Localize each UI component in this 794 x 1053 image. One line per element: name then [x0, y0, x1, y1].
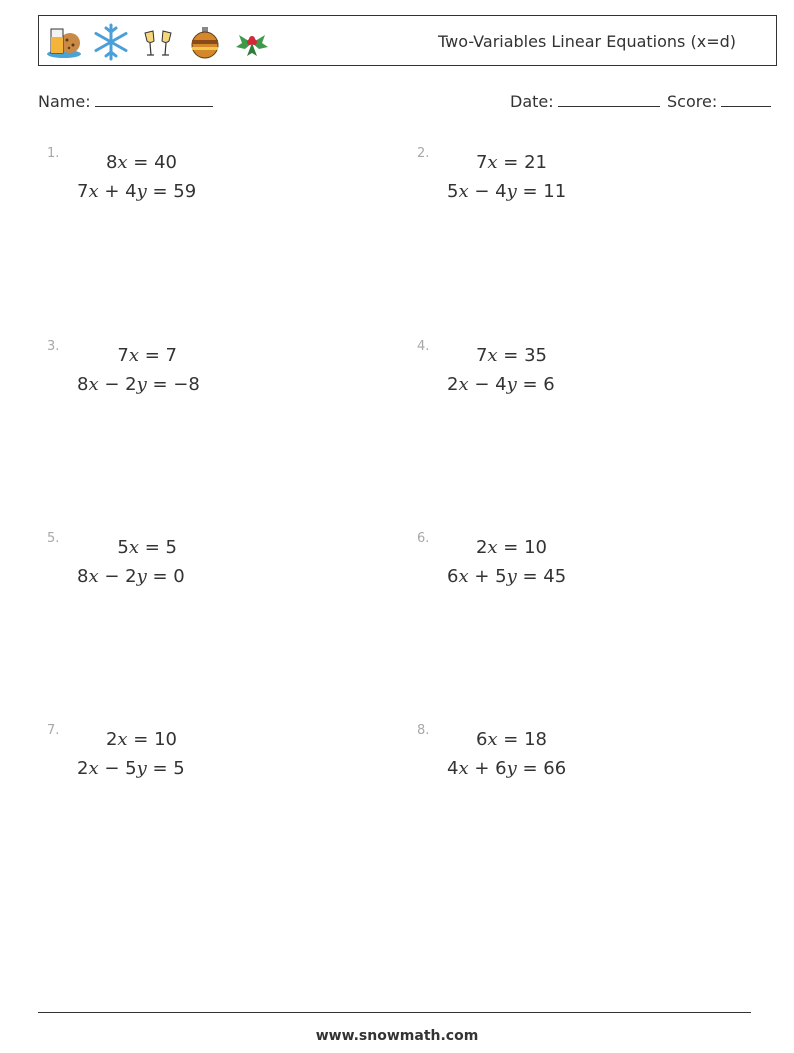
snowflake-icon — [92, 23, 130, 61]
coefficient-x: 2 — [77, 758, 89, 779]
variable-y: y — [506, 181, 517, 202]
variable-x: x — [128, 537, 140, 558]
operator: + — [468, 758, 496, 779]
coefficient-y: 5 — [495, 566, 507, 587]
variable-y: y — [136, 181, 147, 202]
operator: − — [98, 758, 126, 779]
equation-rhs: = 5 — [139, 537, 177, 558]
coefficient-x: 8 — [105, 152, 118, 173]
equation-rhs: = 45 — [516, 566, 567, 587]
problem-number: 7. — [47, 723, 60, 738]
operator: − — [98, 374, 126, 395]
equation-rhs: = 6 — [516, 374, 555, 395]
coefficient-y: 4 — [495, 374, 507, 395]
variable-x: x — [458, 374, 469, 395]
worksheet-header — [38, 15, 777, 66]
coefficient-x: 5 — [447, 181, 459, 202]
variable-y: y — [136, 758, 147, 779]
problem-number: 6. — [417, 531, 430, 546]
operator: − — [468, 181, 496, 202]
equation-rhs: = 59 — [146, 181, 197, 202]
equation-2 — [447, 566, 566, 587]
problem-8 — [417, 723, 717, 793]
variable-x: x — [88, 566, 99, 587]
variable-y: y — [506, 566, 517, 587]
equation-1 — [117, 345, 177, 366]
variable-x: x — [458, 758, 469, 779]
coefficient-y: 5 — [125, 758, 137, 779]
date-field[interactable] — [510, 92, 660, 111]
equation-2 — [447, 758, 566, 779]
problem-3 — [47, 339, 347, 409]
holly-icon — [233, 23, 271, 61]
coefficient-x: 8 — [77, 566, 89, 587]
problem-2 — [417, 146, 717, 216]
variable-x: x — [88, 181, 99, 202]
variable-y: y — [136, 374, 147, 395]
problem-number: 4. — [417, 339, 430, 354]
coefficient-x: 6 — [475, 729, 488, 750]
score-blank[interactable] — [721, 92, 771, 107]
coefficient-x: 6 — [447, 566, 459, 587]
variable-x: x — [458, 181, 469, 202]
equation-1 — [476, 345, 547, 366]
variable-x: x — [458, 566, 469, 587]
variable-x: x — [487, 345, 498, 366]
footer-divider — [38, 1012, 751, 1013]
score-label: Score: — [667, 92, 718, 111]
equation-rhs: = 10 — [127, 729, 177, 750]
equation-1 — [476, 729, 547, 750]
variable-x: x — [487, 152, 498, 173]
coefficient-x: 2 — [447, 374, 459, 395]
equation-1 — [476, 537, 547, 558]
coefficient-x: 2 — [475, 537, 488, 558]
header-icons — [45, 23, 271, 61]
coefficient-y: 2 — [125, 374, 137, 395]
footer-url[interactable]: www.snowmath.com — [315, 1028, 479, 1044]
coefficient-x: 4 — [447, 758, 459, 779]
equation-2 — [77, 758, 185, 779]
coefficient-x: 7 — [117, 345, 129, 366]
equation-rhs: = 40 — [127, 152, 177, 173]
problem-number: 3. — [47, 339, 60, 354]
equation-rhs: = −8 — [146, 374, 200, 395]
date-label: Date: — [510, 92, 554, 111]
equation-1 — [106, 729, 177, 750]
christmas-ornament-icon — [186, 23, 224, 61]
variable-y: y — [136, 566, 147, 587]
coefficient-x: 7 — [475, 345, 488, 366]
score-field[interactable] — [667, 92, 771, 111]
variable-y: y — [506, 374, 517, 395]
equation-1 — [476, 152, 547, 173]
equation-rhs: = 35 — [497, 345, 547, 366]
operator: + — [468, 566, 496, 587]
operator: − — [468, 374, 496, 395]
variable-x: x — [117, 729, 128, 750]
problem-4 — [417, 339, 717, 409]
champagne-toast-icon — [139, 23, 177, 61]
problem-5 — [47, 531, 347, 601]
name-blank[interactable] — [95, 92, 213, 107]
equation-rhs: = 18 — [497, 729, 547, 750]
equation-rhs: = 11 — [516, 181, 567, 202]
coefficient-y: 4 — [125, 181, 137, 202]
cookie-milk-icon — [45, 23, 83, 61]
equation-1 — [106, 152, 177, 173]
equation-rhs: = 5 — [146, 758, 185, 779]
equation-rhs: = 21 — [497, 152, 547, 173]
equation-2 — [77, 374, 200, 395]
variable-x: x — [128, 345, 140, 366]
equation-2 — [447, 374, 555, 395]
equation-rhs: = 10 — [497, 537, 547, 558]
variable-y: y — [506, 758, 517, 779]
coefficient-x: 2 — [105, 729, 118, 750]
coefficient-x: 7 — [77, 181, 89, 202]
variable-x: x — [88, 374, 99, 395]
coefficient-x: 7 — [475, 152, 488, 173]
variable-x: x — [487, 729, 498, 750]
equation-2 — [77, 181, 196, 202]
variable-x: x — [487, 537, 498, 558]
operator: − — [98, 566, 126, 587]
problem-1 — [47, 146, 347, 216]
coefficient-y: 2 — [125, 566, 137, 587]
coefficient-x: 5 — [117, 537, 129, 558]
coefficient-x: 8 — [77, 374, 89, 395]
problem-number: 5. — [47, 531, 60, 546]
date-blank[interactable] — [558, 92, 660, 107]
problem-number: 1. — [47, 146, 60, 161]
equation-2 — [77, 566, 185, 587]
equation-rhs: = 66 — [516, 758, 567, 779]
problem-number: 2. — [417, 146, 430, 161]
coefficient-y: 6 — [495, 758, 507, 779]
worksheet-title: Two-Variables Linear Equations (x=d) — [438, 32, 736, 51]
variable-x: x — [88, 758, 99, 779]
problem-6 — [417, 531, 717, 601]
operator: + — [98, 181, 126, 202]
equation-rhs: = 7 — [139, 345, 177, 366]
equation-2 — [447, 181, 566, 202]
problem-number: 8. — [417, 723, 430, 738]
equation-rhs: = 0 — [146, 566, 185, 587]
name-label: Name: — [38, 92, 91, 111]
coefficient-y: 4 — [495, 181, 507, 202]
name-field[interactable] — [38, 92, 213, 111]
equation-1 — [117, 537, 177, 558]
problem-7 — [47, 723, 347, 793]
variable-x: x — [117, 152, 128, 173]
